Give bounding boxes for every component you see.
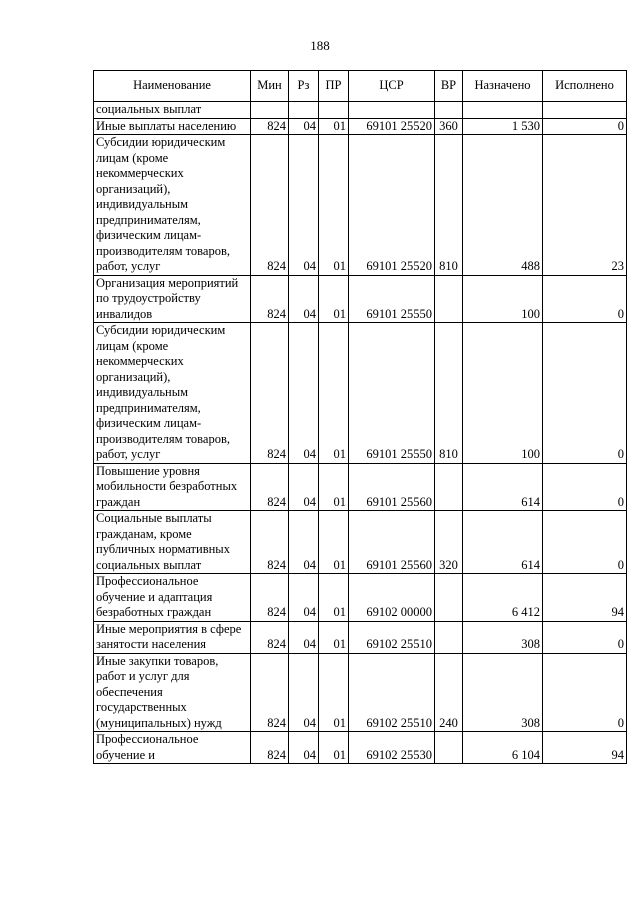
header-pr: ПР bbox=[319, 71, 349, 102]
cell-name: Профессиональное обучение и адаптация безработных граждан bbox=[94, 574, 251, 622]
header-name: Наименование bbox=[94, 71, 251, 102]
cell-assigned: 6 412 bbox=[463, 574, 543, 622]
cell-vr: 320 bbox=[435, 511, 463, 574]
header-row bbox=[94, 71, 627, 102]
cell-vr bbox=[435, 275, 463, 323]
cell-executed: 0 bbox=[543, 653, 627, 732]
cell-rz: 04 bbox=[289, 323, 319, 464]
cell-min: 824 bbox=[251, 732, 289, 764]
cell-name: Субсидии юридическим лицам (кроме некоммерческих организаций), индивидуальным предпринимателям, физическим лицам-производителям товаров, работ, услуг bbox=[94, 323, 251, 464]
cell-executed: 0 bbox=[543, 118, 627, 135]
page-number: 188 bbox=[310, 38, 330, 53]
cell-rz: 04 bbox=[289, 653, 319, 732]
cell-min: 824 bbox=[251, 574, 289, 622]
cell-executed: 0 bbox=[543, 323, 627, 464]
cell-executed: 0 bbox=[543, 463, 627, 511]
cell-csr: 69101 25560 bbox=[349, 511, 435, 574]
cell-assigned: 614 bbox=[463, 463, 543, 511]
cell-rz: 04 bbox=[289, 732, 319, 764]
cell-assigned bbox=[463, 102, 543, 119]
cell-min: 824 bbox=[251, 275, 289, 323]
cell-assigned: 308 bbox=[463, 621, 543, 653]
cell-name: Повышение уровня мобильности безработных граждан bbox=[94, 463, 251, 511]
cell-pr bbox=[319, 102, 349, 119]
cell-pr: 01 bbox=[319, 275, 349, 323]
cell-rz: 04 bbox=[289, 574, 319, 622]
cell-vr: 810 bbox=[435, 323, 463, 464]
header-vr: ВР bbox=[435, 71, 463, 102]
cell-assigned: 488 bbox=[463, 135, 543, 276]
table-row bbox=[94, 323, 627, 464]
table-row bbox=[94, 275, 627, 323]
cell-vr bbox=[435, 732, 463, 764]
table-row bbox=[94, 653, 627, 732]
table-row bbox=[94, 732, 627, 764]
cell-csr bbox=[349, 102, 435, 119]
cell-min bbox=[251, 102, 289, 119]
table-row bbox=[94, 574, 627, 622]
cell-vr: 810 bbox=[435, 135, 463, 276]
cell-rz: 04 bbox=[289, 511, 319, 574]
header-executed: Исполнено bbox=[543, 71, 627, 102]
cell-vr bbox=[435, 621, 463, 653]
header-csr: ЦСР bbox=[349, 71, 435, 102]
cell-name: Иные закупки товаров, работ и услуг для обеспечения государственных (муниципальных) нужд bbox=[94, 653, 251, 732]
cell-executed bbox=[543, 102, 627, 119]
cell-executed: 0 bbox=[543, 621, 627, 653]
cell-csr: 69102 25510 bbox=[349, 621, 435, 653]
cell-name: Организация мероприятий по трудоустройству инвалидов bbox=[94, 275, 251, 323]
cell-vr bbox=[435, 574, 463, 622]
cell-min: 824 bbox=[251, 323, 289, 464]
cell-min: 824 bbox=[251, 118, 289, 135]
cell-name: Социальные выплаты гражданам, кроме публичных нормативных социальных выплат bbox=[94, 511, 251, 574]
cell-rz: 04 bbox=[289, 621, 319, 653]
cell-rz bbox=[289, 102, 319, 119]
cell-min: 824 bbox=[251, 653, 289, 732]
table-row bbox=[94, 511, 627, 574]
cell-pr: 01 bbox=[319, 732, 349, 764]
budget-table bbox=[93, 70, 627, 764]
cell-rz: 04 bbox=[289, 135, 319, 276]
table-row bbox=[94, 135, 627, 276]
cell-name: Иные мероприятия в сфере занятости населения bbox=[94, 621, 251, 653]
cell-vr bbox=[435, 463, 463, 511]
cell-executed: 0 bbox=[543, 275, 627, 323]
cell-pr: 01 bbox=[319, 135, 349, 276]
cell-pr: 01 bbox=[319, 511, 349, 574]
table-row bbox=[94, 463, 627, 511]
cell-csr: 69101 25550 bbox=[349, 275, 435, 323]
cell-executed: 0 bbox=[543, 511, 627, 574]
cell-executed: 94 bbox=[543, 732, 627, 764]
cell-pr: 01 bbox=[319, 323, 349, 464]
cell-csr: 69101 25520 bbox=[349, 118, 435, 135]
table-row bbox=[94, 118, 627, 135]
cell-rz: 04 bbox=[289, 275, 319, 323]
cell-rz: 04 bbox=[289, 118, 319, 135]
cell-csr: 69101 25560 bbox=[349, 463, 435, 511]
cell-assigned: 6 104 bbox=[463, 732, 543, 764]
cell-name: социальных выплат bbox=[94, 102, 251, 119]
cell-pr: 01 bbox=[319, 653, 349, 732]
cell-min: 824 bbox=[251, 135, 289, 276]
cell-csr: 69101 25550 bbox=[349, 323, 435, 464]
cell-vr: 360 bbox=[435, 118, 463, 135]
cell-pr: 01 bbox=[319, 463, 349, 511]
cell-vr bbox=[435, 102, 463, 119]
cell-name: Профессиональное обучение и bbox=[94, 732, 251, 764]
cell-assigned: 308 bbox=[463, 653, 543, 732]
table-row bbox=[94, 102, 627, 119]
cell-csr: 69102 25530 bbox=[349, 732, 435, 764]
header-rz: Рз bbox=[289, 71, 319, 102]
cell-csr: 69101 25520 bbox=[349, 135, 435, 276]
cell-pr: 01 bbox=[319, 621, 349, 653]
cell-pr: 01 bbox=[319, 118, 349, 135]
cell-assigned: 100 bbox=[463, 275, 543, 323]
cell-assigned: 100 bbox=[463, 323, 543, 464]
table-row bbox=[94, 621, 627, 653]
header-min: Мин bbox=[251, 71, 289, 102]
header-assigned: Назначено bbox=[463, 71, 543, 102]
cell-name: Субсидии юридическим лицам (кроме некоммерческих организаций), индивидуальным предпринимателям, физическим лицам-производителям товаров, работ, услуг bbox=[94, 135, 251, 276]
cell-executed: 94 bbox=[543, 574, 627, 622]
cell-assigned: 1 530 bbox=[463, 118, 543, 135]
cell-executed: 23 bbox=[543, 135, 627, 276]
cell-csr: 69102 25510 bbox=[349, 653, 435, 732]
cell-pr: 01 bbox=[319, 574, 349, 622]
cell-name: Иные выплаты населению bbox=[94, 118, 251, 135]
cell-csr: 69102 00000 bbox=[349, 574, 435, 622]
cell-rz: 04 bbox=[289, 463, 319, 511]
cell-min: 824 bbox=[251, 511, 289, 574]
cell-min: 824 bbox=[251, 621, 289, 653]
cell-min: 824 bbox=[251, 463, 289, 511]
cell-vr: 240 bbox=[435, 653, 463, 732]
cell-assigned: 614 bbox=[463, 511, 543, 574]
